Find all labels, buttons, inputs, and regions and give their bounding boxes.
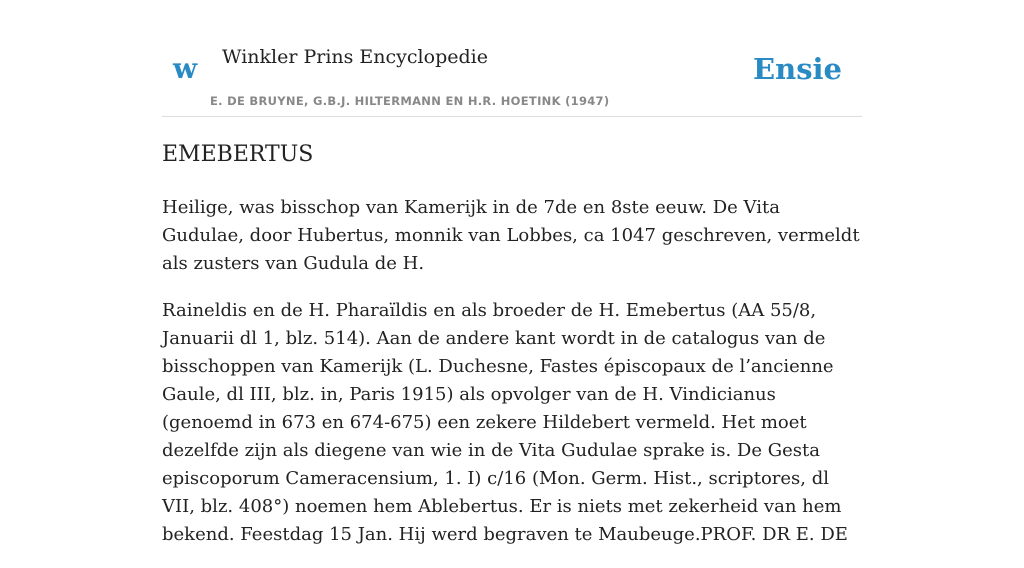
source-title[interactable]: Winkler Prins Encyclopedie	[222, 46, 488, 68]
winkler-prins-logo-icon[interactable]: w	[173, 52, 198, 85]
source-authors: E. DE BRUYNE, G.B.J. HILTERMANN EN H.R. HOETINK (1947)	[210, 94, 610, 108]
article-paragraph: Heilige, was bisschop van Kamerijk in de 7de en 8ste eeuw. De Vita Gudulae, door Hubertus, monnik van Lobbes, ca 1047 geschreven, vermeldt als zusters van Gudula de H.	[162, 197, 860, 274]
ensie-logo-link[interactable]: Ensie	[753, 52, 842, 86]
article	[162, 140, 862, 568]
site-header	[162, 0, 862, 117]
article-paragraph: Raineldis en de H. Pharaïldis en als broeder de H. Emebertus (AA 55/8, Januarii dl 1, blz. 514). Aan de andere kant wordt in de catalogus van de bisschoppen van Kamerijk (L. Duchesne, Fastes épiscopaux de l’ancienne Gaule, dl III, blz. in, Paris 1915) als opvolger van de H. Vindicianus (genoemd in 673 en 674-675) een zekere Hildebert vermeld. Het moet dezelfde zijn als diegene van wie in de Vita Gudulae sprake is. De Gesta episcoporum Cameracensium, 1. I) c/16 (Mon. Germ. Hist., scriptores, dl VII, blz. 408°) noemen hem Ablebertus. Er is niets met zekerheid van hem bekend. Feestdag 15 Jan. Hij werd begraven te Maubeuge.PROF. DR E. DE	[162, 300, 848, 545]
page-title: EMEBERTUS	[162, 142, 314, 167]
